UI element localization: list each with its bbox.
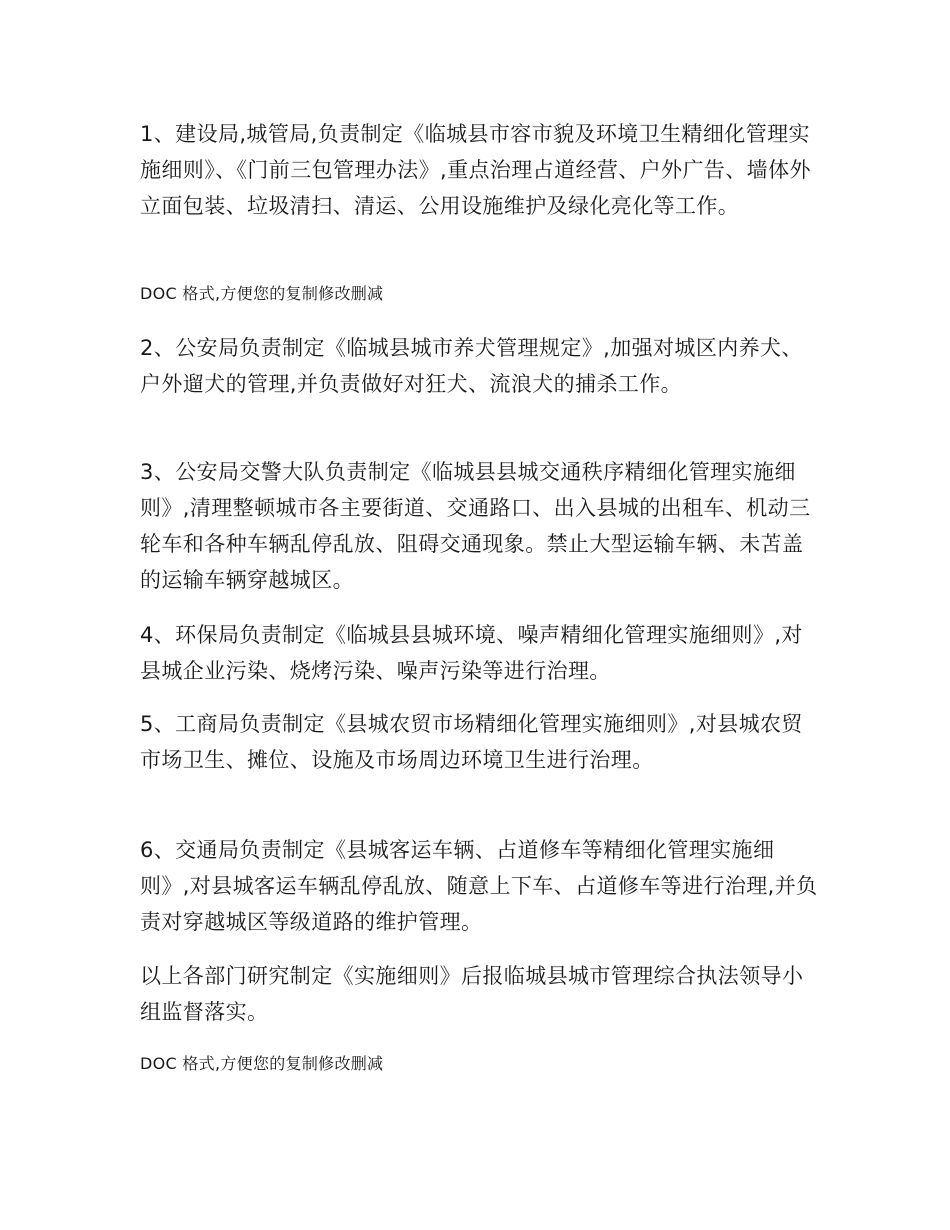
paragraph-3: 3、公安局交警大队负责制定《临城县县城交通秩序精细化管理实施细则》,清理整顿城市各主要街道、交通路口、出入县城的出租车、机动三轮车和各种车辆乱停乱放、阻碍交通现象。禁止大型运输车辆、未苫盖的运输车辆穿越城区。 — [140, 460, 811, 592]
paragraph-5: 5、工商局负责制定《县城农贸市场精细化管理实施细则》,对县城农贸市场卫生、摊位、设施及市场周边环境卫生进行治理。 — [140, 712, 803, 772]
doc-format-note-2: DOC 格式,方便您的复制修改删减 — [140, 1054, 384, 1073]
paragraph-6: 6、交通局负责制定《县城客运车辆、占道修车等精细化管理实施细则》,对县城客运车辆乱停乱放、随意上下车、占道修车等进行治理,并负责对穿越城区等级道路的维护管理。 — [140, 838, 818, 934]
paragraph-2: 2、公安局负责制定《临城县城市养犬管理规定》,加强对城区内养犬、户外遛犬的管理,并负责做好对狂犬、流浪犬的捕杀工作。 — [140, 336, 803, 396]
paragraph-1: 1、建设局,城管局,负责制定《临城县市容市貌及环境卫生精细化管理实施细则》、《门前三包管理办法》,重点治理占道经营、户外广告、墙体外立面包装、垃圾清扫、清运、公用设施维护及绿化亮化等工作。 — [140, 122, 811, 218]
paragraph-4: 4、环保局负责制定《临城县县城环境、噪声精细化管理实施细则》,对县城企业污染、烧烤污染、噪声污染等进行治理。 — [140, 623, 803, 683]
doc-format-note-1: DOC 格式,方便您的复制修改删减 — [140, 284, 384, 303]
paragraph-summary: 以上各部门研究制定《实施细则》后报临城县城市管理综合执法领导小组监督落实。 — [140, 964, 804, 1024]
